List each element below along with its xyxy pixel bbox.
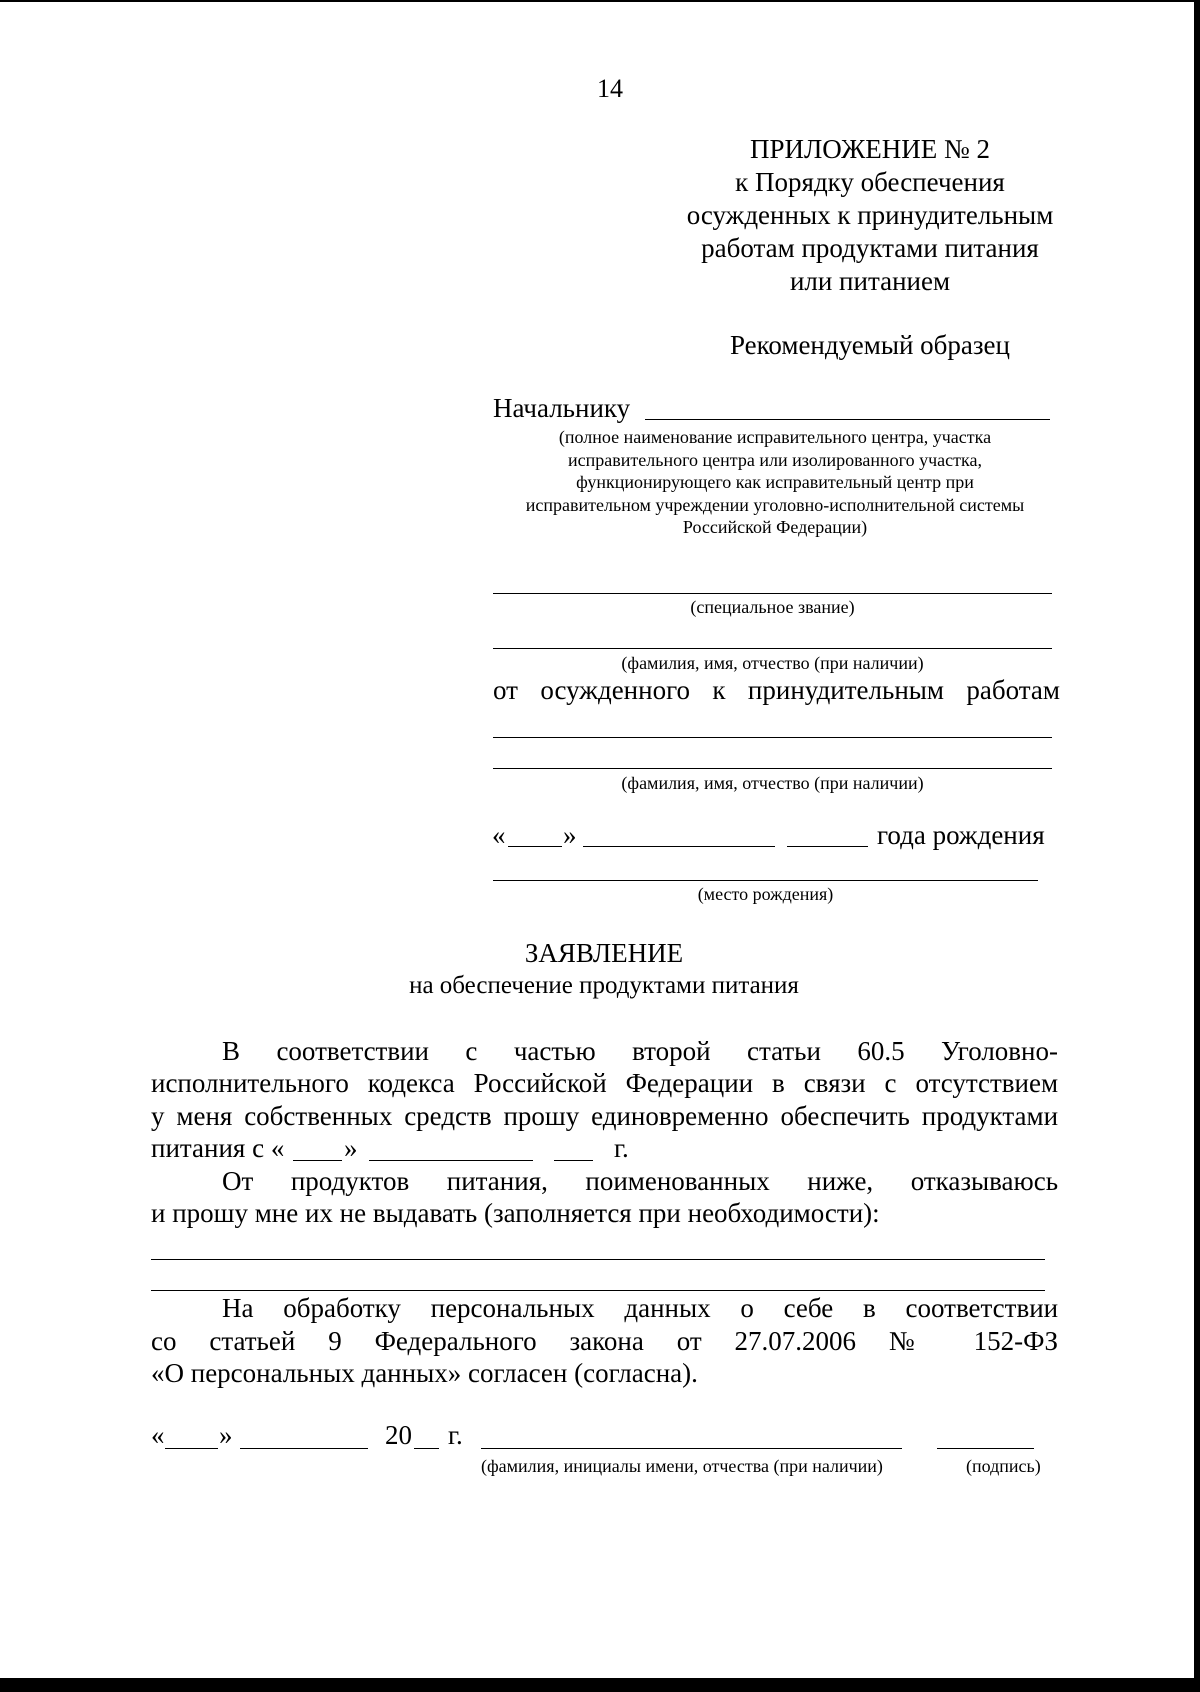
paragraph-1-line-4-start: питания с « [151,1133,285,1163]
paragraph-2-line-2: и прошу мне их не выдавать (заполняется при необходимости): [151,1198,880,1228]
head-fullname-note: (фамилия, имя, отчество (при наличии) [621,653,924,673]
provision-day-field[interactable] [293,1160,342,1161]
appendix-line: или питанием [789,266,951,296]
rank-field[interactable] [493,593,1052,594]
page-number: 14 [597,74,623,103]
rank-note: (специальное звание) [690,597,855,617]
birth-day-field[interactable] [508,846,562,847]
signature-field[interactable] [937,1448,1034,1449]
appendix-line: к Порядку обеспечения [735,167,1005,197]
scan-border-top [0,0,1200,2]
birth-day-close-quote: » [563,820,577,850]
appendix-header [640,133,1100,298]
convict-name-field-2[interactable] [493,768,1052,769]
paragraph-3-line-1: На обработку персональных данных о себе в соответствии [222,1293,1059,1323]
scan-border-right [1194,0,1200,1692]
convict-name-note: (фамилия, имя, отчество (при наличии) [621,773,924,793]
convict-name-field-1[interactable] [493,737,1052,738]
head-name-field[interactable] [645,419,1050,420]
sample-label: Рекомендуемый образец [729,330,1010,360]
signature-year-prefix: 20 [385,1420,412,1450]
appendix-line: осужденных к принудительным [686,200,1054,230]
signature-day-open-quote: « [151,1420,165,1450]
provision-year-suffix: г. [614,1133,629,1163]
appendix-title: ПРИЛОЖЕНИЕ № 2 [749,134,991,164]
signer-name-note: (фамилия, инициалы имени, отчества (при наличии) [481,1456,883,1476]
birth-year-label: года рождения [877,820,1045,850]
statement-title: ЗАЯВЛЕНИЕ [524,938,684,968]
paragraph-2-line-1: От продуктов питания, поименованных ниже, отказываюсь [222,1166,1059,1196]
provision-year-field[interactable] [554,1160,593,1161]
paragraph-1-line-1: В соответствии с частью второй статьи 60.5 Уголовно- [222,1036,1058,1066]
signature-month-field[interactable] [240,1448,368,1449]
birth-day-open-quote: « [492,820,506,850]
refused-products-field-1[interactable] [151,1259,1045,1260]
to-label: Начальнику [493,393,631,423]
paragraph-3-line-3: «О персональных данных» согласен (согласна). [151,1358,698,1388]
paragraph-3-line-2: со статьей 9 Федерального закона от 27.07.2006 № 152-ФЗ [151,1326,1059,1356]
birthplace-note: (место рождения) [697,884,834,904]
signature-note: (подпись) [966,1456,1041,1476]
refused-products-field-2[interactable] [151,1290,1045,1291]
paragraph-1-line-3: у меня собственных средств прошу единовременно обеспечить продуктами [151,1101,1059,1131]
birth-year-field[interactable] [787,846,868,847]
provision-month-field[interactable] [369,1160,533,1161]
birth-month-field[interactable] [583,846,775,847]
signature-day-close-quote: » [219,1420,233,1450]
org-name-note: (полное наименование исправительного центра, участка исправительного центра или изолированного участка, функционирующего как исправительный центр при исправительном учреждении уголовно-исполнительной системы Российской Федерации) [525,427,1025,537]
scan-border-bottom [0,1678,1200,1692]
from-convict-line: от осужденного к принудительным работам [493,675,1060,705]
signature-year-field[interactable] [414,1448,439,1449]
signature-year-suffix: г. [448,1420,463,1450]
birthplace-field[interactable] [493,880,1038,881]
provision-day-close-quote: » [344,1133,358,1163]
statement-subtitle: на обеспечение продуктами питания [409,972,799,999]
signature-day-field[interactable] [165,1448,218,1449]
paragraph-1-line-2: исполнительного кодекса Российской Федерации в связи с отсутствием [151,1068,1059,1098]
head-fullname-field[interactable] [493,648,1052,649]
appendix-line: работам продуктами питания [701,233,1039,263]
signer-name-field[interactable] [481,1448,902,1449]
